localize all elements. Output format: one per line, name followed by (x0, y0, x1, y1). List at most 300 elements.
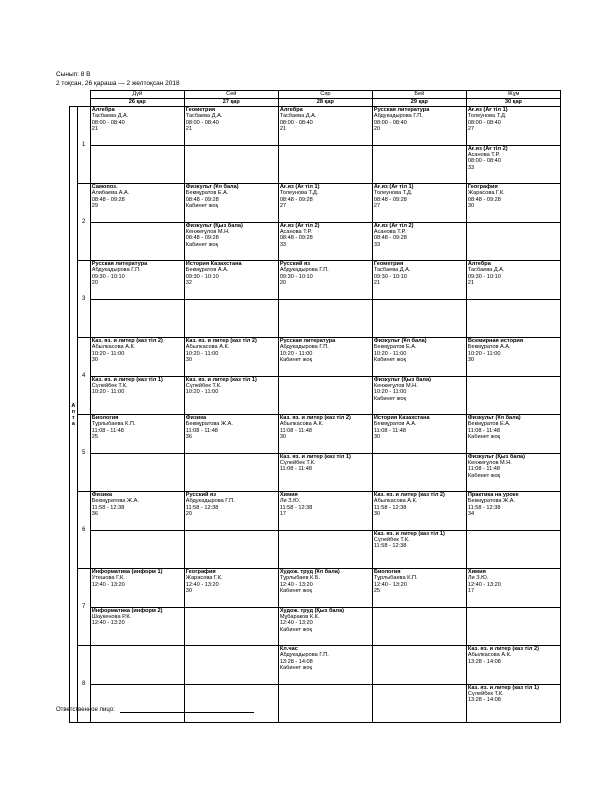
lesson-row (70, 453, 561, 492)
lesson-teacher: Абдукадырова Г.П. (373, 113, 423, 120)
lesson-time: 08:00 - 08:40 (467, 119, 501, 126)
lesson-cell (466, 145, 560, 184)
lesson-subject: Практика на уроке (467, 492, 519, 498)
lesson-teacher: Бекмұратов Е.А. (373, 344, 417, 351)
lesson-cell (184, 569, 278, 608)
lesson-room: 20 (279, 280, 287, 287)
lesson-time: 11:08 - 11:48 (373, 427, 406, 434)
period-number: 2 (77, 184, 90, 261)
lesson-cell (372, 338, 466, 377)
lesson-cell (90, 415, 184, 454)
lesson-teacher: Шаукенова Р.К. (91, 613, 132, 620)
lesson-room: 27 (373, 203, 381, 210)
lesson-subject: Ағ.яз (Ағ тіл 2) (279, 222, 320, 229)
lesson-subject: Физкульт (Ұл бала) (373, 338, 427, 344)
lesson-room: Кабинет жоқ (467, 472, 501, 479)
lesson-cell (372, 222, 466, 261)
lesson-room: 30 (91, 357, 98, 364)
lesson-time: 08:48 - 09:28 (279, 196, 313, 203)
lesson-room: 21 (279, 126, 287, 133)
lesson-cell (466, 107, 560, 146)
lesson-cell (278, 338, 372, 377)
lesson-room: 30 (279, 434, 287, 441)
lesson-cell (90, 492, 184, 531)
lesson-time: 13:28 - 14:08 (467, 697, 501, 704)
lesson-time: 08:48 - 09:28 (373, 235, 407, 242)
period-number: 6 (77, 492, 90, 569)
lesson-row (70, 222, 561, 261)
lesson-teacher: Жарасова Г.К. (467, 190, 505, 197)
lesson-cell (372, 184, 466, 223)
lesson-cell (372, 376, 466, 415)
lesson-subject: Худож. труд (Қыз бала) (279, 607, 345, 614)
lesson-row (70, 184, 561, 223)
lesson-teacher: Кенжеғұлов М.Н. (467, 459, 512, 466)
lesson-subject: Ағ.яз (Ағ тіл 1) (373, 184, 414, 190)
lesson-room: 33 (467, 164, 475, 171)
lesson-subject: Физика (91, 492, 113, 498)
lesson-subject: Информатика (информ 2) (91, 607, 163, 614)
lesson-time: 08:00 - 08:40 (373, 119, 407, 126)
lesson-time: 12:40 - 13:20 (373, 581, 407, 588)
lesson-room: Кабинет жоқ (467, 434, 501, 441)
corner-blank (70, 99, 91, 107)
lesson-cell (372, 492, 466, 531)
lesson-teacher: Абылкасова А.К. (279, 421, 324, 428)
lesson-subject: Физкульт (Қыз бала) (185, 222, 243, 229)
lesson-subject: Кл.час (279, 646, 298, 652)
lesson-time: 10:20 - 11:00 (185, 389, 219, 396)
lesson-teacher: Тұрлыбаева К.П. (91, 421, 136, 428)
lesson-teacher: Тұрлыбаева К.П. (373, 575, 418, 582)
lesson-time: 12:40 - 13:20 (467, 581, 501, 588)
lesson-row (70, 646, 561, 685)
lesson-subject: Русский яз (185, 492, 216, 498)
empty-cell (184, 646, 278, 685)
lesson-teacher: Толеунова Т.Д. (467, 113, 507, 120)
lesson-time: 09:30 - 10:10 (185, 273, 219, 280)
lesson-subject: История Казахстана (185, 261, 242, 267)
lesson-room: 30 (185, 588, 193, 595)
lesson-time: 11:08 - 11:48 (185, 427, 218, 434)
empty-cell (278, 530, 372, 569)
lesson-subject: Каз. яз. и литер (каз тіл 1) (279, 453, 351, 460)
lesson-teacher: Жарасова Г.К. (185, 575, 223, 582)
lesson-cell (466, 415, 560, 454)
day-name: Сәр (278, 91, 372, 99)
lesson-teacher: Бекмұратова Ж.А. (185, 421, 233, 428)
lesson-room: 25 (373, 588, 381, 595)
empty-cell (372, 299, 466, 338)
lesson-room: Кабинет жоқ (279, 665, 312, 672)
lesson-cell (184, 492, 278, 531)
lesson-subject: Физкульт (Қыз бала) (373, 376, 431, 383)
empty-cell (184, 299, 278, 338)
lesson-room: 21 (91, 126, 98, 133)
lesson-teacher: Сүлейбек Т.К. (185, 382, 222, 389)
lesson-time: 10:20 - 11:00 (185, 350, 219, 357)
lesson-room: Кабинет жоқ (279, 588, 312, 595)
lesson-time: 11:08 - 11:48 (467, 466, 501, 473)
lesson-teacher: Асанова Т.Р. (467, 151, 500, 158)
date-header-row (70, 99, 561, 107)
empty-cell (372, 607, 466, 646)
date-range: 2 тоқсан, 26 қараша — 2 желтоқсан 2018 (56, 80, 180, 87)
lesson-time: 10:20 - 11:00 (373, 389, 407, 396)
corner-blank (70, 91, 91, 99)
lesson-teacher: Абылкасова А.К. (373, 498, 418, 505)
lesson-room: 20 (373, 126, 381, 133)
lesson-time: 09:30 - 10:10 (279, 273, 313, 280)
lesson-time: 08:48 - 09:28 (91, 196, 125, 203)
lesson-time: 10:20 - 11:00 (279, 350, 313, 357)
lesson-room: 17 (467, 588, 475, 595)
empty-cell (466, 607, 560, 646)
lesson-teacher: Сүлейбек Т.К. (91, 382, 128, 389)
day-date: 26 қар (90, 99, 184, 107)
empty-cell (278, 684, 372, 723)
empty-cell (372, 684, 466, 723)
lesson-cell (90, 569, 184, 608)
empty-cell (466, 530, 560, 569)
period-number: 3 (77, 261, 90, 338)
lesson-time: 11:58 - 12:38 (467, 504, 501, 511)
lesson-teacher: Мұбараков К.К. (279, 613, 320, 620)
lesson-time: 08:48 - 09:28 (185, 196, 219, 203)
lesson-time: 10:20 - 11:00 (373, 350, 407, 357)
lesson-subject: Алгебра (467, 261, 491, 267)
empty-cell (466, 299, 560, 338)
lesson-subject: Каз. яз. и литер (каз тіл 1) (467, 684, 539, 691)
lesson-cell (466, 453, 560, 492)
lesson-subject: Ағ.яз (Ағ тіл 1) (279, 184, 320, 190)
lesson-cell (278, 569, 372, 608)
lesson-cell (184, 184, 278, 223)
lesson-cell (90, 607, 184, 646)
lesson-time: 08:00 - 08:40 (467, 158, 501, 165)
lesson-teacher: Асанова Т.Р. (279, 228, 312, 235)
lesson-subject: Физкульт (Ұл бала) (185, 184, 239, 190)
lesson-teacher: Бекмұратова Ж.А. (91, 498, 139, 505)
empty-cell (466, 376, 560, 415)
lesson-room: 21 (467, 280, 475, 287)
lesson-cell (90, 376, 184, 415)
lesson-row (70, 299, 561, 338)
lesson-row (70, 607, 561, 646)
empty-cell (90, 530, 184, 569)
lesson-subject: История Казахстана (373, 415, 430, 421)
lesson-room: 21 (373, 280, 381, 287)
lesson-time: 08:00 - 08:40 (185, 119, 219, 126)
lesson-cell (184, 222, 278, 261)
lesson-time: 11:58 - 12:38 (91, 504, 125, 511)
lesson-room: 30 (467, 357, 475, 364)
lesson-subject: Каз. яз. и литер (каз тіл 2) (91, 338, 163, 344)
lesson-teacher: Кенжеғұлов М.Н. (373, 382, 418, 389)
lesson-row (70, 684, 561, 723)
lesson-room: 32 (185, 280, 193, 287)
lesson-cell (372, 530, 466, 569)
week-label: Апта (70, 107, 78, 723)
lesson-time: 08:00 - 08:40 (91, 119, 125, 126)
lesson-cell (90, 261, 184, 300)
lesson-time: 08:48 - 09:28 (279, 235, 313, 242)
empty-cell (90, 646, 184, 685)
lesson-room: Кабинет жоқ (373, 357, 406, 364)
lesson-teacher: Алибаева А.А. (91, 190, 130, 197)
lesson-subject: Информатика (информ 1) (91, 569, 163, 575)
lesson-room: 30 (373, 434, 381, 441)
empty-cell (90, 453, 184, 492)
lesson-subject: Физика (185, 415, 207, 421)
lesson-time: 12:40 - 13:20 (185, 581, 219, 588)
period-number: 1 (77, 107, 90, 184)
lesson-time: 12:40 - 13:20 (279, 620, 313, 627)
lesson-teacher: Абдукадырова Г.П. (279, 267, 329, 274)
lesson-subject: География (185, 569, 216, 575)
day-date: 30 қар (466, 99, 560, 107)
lesson-cell (466, 684, 560, 723)
lesson-teacher: Абылкасова А.К. (185, 344, 230, 351)
lesson-room: 33 (373, 241, 381, 248)
lesson-subject: Худож. труд (Ұл бала) (279, 569, 340, 575)
empty-cell (184, 530, 278, 569)
lesson-time: 09:30 - 10:10 (467, 273, 501, 280)
lesson-row (70, 415, 561, 454)
day-name: Жұм (466, 91, 560, 99)
lesson-time: 13:28 - 14:08 (279, 658, 313, 665)
lesson-room: 25 (91, 434, 98, 441)
lesson-teacher: Тасбаева Д.А. (373, 267, 411, 274)
lesson-subject: Каз. яз. и литер (каз тіл 2) (185, 338, 257, 344)
lesson-room: 36 (91, 511, 98, 518)
lesson-teacher: Сүлейбек Т.К. (467, 690, 504, 697)
empty-cell (90, 299, 184, 338)
lesson-subject: География (467, 184, 498, 190)
lesson-room: Кабинет жоқ (185, 241, 218, 248)
empty-cell (372, 453, 466, 492)
lesson-room: Кабинет жоқ (279, 626, 312, 633)
empty-cell (466, 222, 560, 261)
signature-line: Ответственное лицо: (56, 706, 254, 713)
lesson-cell (184, 261, 278, 300)
lesson-time: 08:48 - 09:28 (185, 235, 219, 242)
lesson-subject: Самопоз. (91, 184, 118, 190)
lesson-row (70, 338, 561, 377)
lesson-cell (466, 184, 560, 223)
lesson-time: 11:58 - 12:38 (185, 504, 219, 511)
lesson-subject: Всемирная история (467, 338, 524, 344)
lesson-teacher: Бекмұратов Е.А. (467, 421, 511, 428)
lesson-teacher: Абдукадырова Г.П. (279, 652, 329, 659)
lesson-subject: Алгебра (279, 107, 303, 113)
lesson-cell (184, 415, 278, 454)
lesson-time: 12:40 - 13:20 (91, 620, 125, 627)
class-label: Сынып: 8 В (56, 71, 91, 78)
lesson-teacher: Абдукадырова Г.П. (91, 267, 141, 274)
lesson-room: 29 (91, 203, 98, 210)
lesson-row (70, 145, 561, 184)
period-number: 5 (77, 415, 90, 492)
lesson-cell (466, 569, 560, 608)
lesson-cell (466, 261, 560, 300)
lesson-cell (466, 646, 560, 685)
lesson-time: 12:40 - 13:20 (279, 581, 313, 588)
lesson-row (70, 261, 561, 300)
lesson-cell (184, 376, 278, 415)
lesson-subject: Физкульт (Қыз бала) (467, 453, 525, 460)
lesson-subject: Ағ.яз (Ағ тіл 1) (467, 107, 508, 113)
lesson-row (70, 492, 561, 531)
lesson-teacher: Тасбаева Д.А. (185, 113, 223, 120)
period-number: 7 (77, 569, 90, 646)
lesson-row (70, 107, 561, 146)
lesson-time: 13:28 - 14:08 (467, 658, 501, 665)
period-number: 8 (77, 646, 90, 723)
lesson-cell (90, 338, 184, 377)
lesson-subject: Каз. яз. и литер (каз тіл 1) (185, 376, 257, 383)
lesson-time: 10:20 - 11:00 (467, 350, 501, 357)
signature-blank (120, 706, 254, 713)
lesson-subject: Русская литература (373, 107, 430, 113)
lesson-subject: Биология (373, 569, 401, 575)
lesson-time: 09:30 - 10:10 (373, 273, 407, 280)
lesson-time: 11:08 - 11:48 (279, 466, 312, 473)
lesson-room: 17 (279, 511, 287, 518)
lesson-subject: Химия (279, 492, 298, 498)
lesson-subject: Русская литература (279, 338, 336, 344)
lesson-room: 36 (185, 434, 193, 441)
lesson-time: 11:08 - 11:48 (91, 427, 124, 434)
lesson-subject: Каз. яз. и литер (каз тіл 1) (91, 376, 163, 383)
lesson-cell (372, 569, 466, 608)
lesson-room: 20 (185, 511, 193, 518)
lesson-cell (278, 261, 372, 300)
day-name: Дүй (90, 91, 184, 99)
empty-cell (184, 684, 278, 723)
lesson-room: 34 (467, 511, 475, 518)
lesson-time: 10:20 - 11:00 (91, 389, 125, 396)
lesson-teacher: Абдукадырова Г.П. (185, 498, 235, 505)
lesson-teacher: Бекмұратов А.А. (185, 267, 229, 274)
empty-cell (278, 299, 372, 338)
lesson-cell (278, 415, 372, 454)
lesson-subject: Каз. яз. и литер (каз тіл 2) (373, 492, 445, 498)
empty-cell (90, 145, 184, 184)
lesson-cell (184, 338, 278, 377)
lesson-room: 33 (279, 241, 287, 248)
lesson-subject: Каз. яз. и литер (каз тіл 2) (279, 415, 351, 421)
lesson-teacher: Бекмұратов А.А. (373, 421, 417, 428)
lesson-row (70, 530, 561, 569)
lesson-cell (466, 338, 560, 377)
lesson-cell (278, 222, 372, 261)
lesson-time: 12:40 - 13:20 (91, 581, 125, 588)
lesson-row (70, 376, 561, 415)
lesson-teacher: Тасбаева Д.А. (467, 267, 505, 274)
lesson-cell (184, 107, 278, 146)
lesson-room: 27 (467, 126, 475, 133)
lesson-cell (278, 492, 372, 531)
lesson-time: 08:48 - 09:28 (467, 196, 501, 203)
day-header-row (70, 91, 561, 99)
lesson-teacher: Толеунова Т.Д. (373, 190, 413, 197)
lesson-subject: Каз. яз. и литер (каз тіл 2) (467, 646, 539, 652)
lesson-cell (466, 492, 560, 531)
lesson-subject: Химия (467, 569, 486, 575)
empty-cell (184, 145, 278, 184)
lesson-teacher: Тасбаева Д.А. (91, 113, 129, 120)
lesson-time: 09:30 - 10:10 (91, 273, 125, 280)
lesson-cell (278, 646, 372, 685)
lesson-time: 11:08 - 11:48 (279, 427, 312, 434)
lesson-subject: Ағ.яз (Ағ тіл 2) (373, 222, 414, 229)
lesson-teacher: Бекмұратов Е.А. (185, 190, 229, 197)
empty-cell (372, 646, 466, 685)
empty-cell (184, 607, 278, 646)
lesson-teacher: Абдукадырова Г.П. (279, 344, 329, 351)
lesson-teacher: Утешова Г.К. (91, 575, 125, 582)
lesson-teacher: Сүлейбек Т.К. (279, 459, 316, 466)
lesson-subject: Русский яз (279, 261, 311, 267)
lesson-subject: Алгебра (91, 107, 115, 113)
lesson-cell (372, 261, 466, 300)
lesson-subject: Физкульт (Ұл бала) (467, 415, 521, 421)
day-name: Бей (372, 91, 466, 99)
day-date: 29 қар (372, 99, 466, 107)
lesson-cell (278, 607, 372, 646)
lesson-teacher: Ли З.Ю. (467, 575, 489, 582)
lesson-teacher: Ли З.Ю. (279, 498, 301, 505)
lesson-teacher: Бекмұратова Ж.А. (467, 498, 516, 505)
empty-cell (372, 145, 466, 184)
empty-cell (278, 376, 372, 415)
lesson-cell (278, 453, 372, 492)
lesson-subject: Ағ.яз (Ағ тіл 2) (467, 145, 508, 152)
lesson-room: 21 (185, 126, 193, 133)
lesson-time: 11:58 - 12:38 (373, 504, 407, 511)
lesson-time: 11:58 - 12:38 (373, 543, 407, 550)
lesson-room: Кабинет жоқ (373, 395, 406, 402)
lesson-teacher: Тасбаева Д.А. (279, 113, 317, 120)
lesson-cell (372, 415, 466, 454)
lesson-room: 30 (373, 511, 381, 518)
lesson-cell (278, 107, 372, 146)
lesson-teacher: Асанова Т.Р. (373, 228, 406, 235)
lesson-room: 30 (185, 357, 193, 364)
period-number: 4 (77, 338, 90, 415)
lesson-row (70, 569, 561, 608)
empty-cell (90, 684, 184, 723)
lesson-cell (90, 107, 184, 146)
empty-cell (90, 222, 184, 261)
lesson-cell (90, 184, 184, 223)
timetable (69, 90, 561, 723)
signature-label: Ответственное лицо (56, 707, 114, 713)
lesson-room: 20 (91, 280, 98, 287)
lesson-subject: Геометрия (373, 261, 404, 267)
lesson-teacher: Сүлейбек Т.К. (373, 536, 410, 543)
lesson-room: Кабинет жоқ (185, 203, 218, 210)
lesson-room: 30 (467, 203, 475, 210)
lesson-time: 11:08 - 11:48 (467, 427, 501, 434)
lesson-teacher: Бекмұратов А.А. (467, 344, 511, 351)
lesson-teacher: Тұрлыбаев К.Б. (279, 575, 321, 582)
lesson-subject: Русская литература (91, 261, 148, 267)
lesson-teacher: Абылкасова А.К. (467, 652, 512, 659)
empty-cell (184, 453, 278, 492)
lesson-subject: Биология (91, 415, 119, 421)
